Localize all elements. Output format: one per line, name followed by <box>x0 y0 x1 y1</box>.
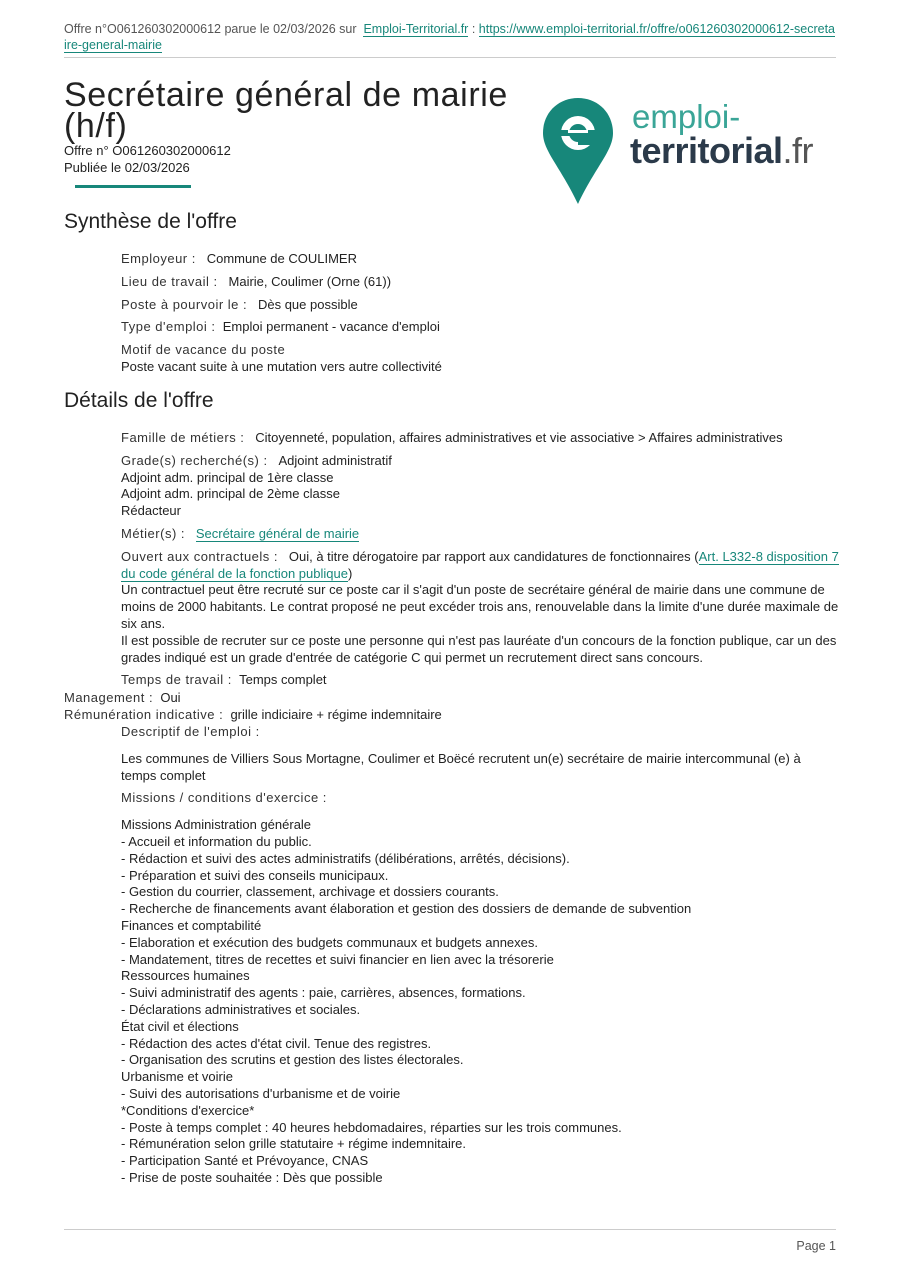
poste-label: Poste à pourvoir le : <box>121 296 248 312</box>
management-value: Oui <box>160 690 181 705</box>
employeur-label: Employeur : <box>121 251 196 266</box>
grade-item: Adjoint adm. principal de 1ère classe <box>121 469 334 485</box>
famille-label: Famille de métiers : <box>121 430 245 445</box>
offer-number: Offre n° O061260302000612 <box>64 143 231 158</box>
management-label: Management : <box>64 690 154 705</box>
mission-line: Urbanisme et voirie <box>121 1069 233 1085</box>
remuneration-label: Rémunération indicative : <box>64 706 224 722</box>
mission-line: - Recherche de financements avant élaboration et gestion des dossiers de demande de subvention <box>121 901 692 917</box>
motif-value: Poste vacant suite à une mutation vers autre collectivité <box>121 358 442 374</box>
mission-line: - Poste à temps complet : 40 heures hebdomadaires, réparties sur les trois communes. <box>121 1119 622 1135</box>
header-prefix: Offre n°O061260302000612 parue le 02/03/2026 sur <box>64 22 357 36</box>
header-separator: : <box>471 22 476 36</box>
mission-line: - Prise de poste souhaitée : Dès que possible <box>121 1169 383 1185</box>
missions-list <box>121 817 839 1187</box>
contractuels-label: Ouvert aux contractuels : <box>121 548 279 564</box>
mission-line: - Organisation des scrutins et gestion des listes électorales. <box>121 1052 464 1068</box>
type-value: Emploi permanent - vacance d'emploi <box>222 319 440 335</box>
mission-line: - Accueil et information du public. <box>121 833 312 849</box>
metier-label: Métier(s) : <box>121 525 185 541</box>
offer-url-link[interactable]: https://www.emploi-territorial.fr/offre/o061260302000612-secretaire-general-mairie <box>64 22 836 52</box>
synthese-section <box>121 251 839 382</box>
mission-line: - Gestion du courrier, classement, archivage et dossiers courants. <box>121 884 499 900</box>
grade-label: Grade(s) recherché(s) : <box>121 452 268 468</box>
contractuels-paragraph: Un contractuel peut être recruté sur ce poste car il s'agit d'un poste de secrétaire général de mairie dans une commune de moins de 2000 habitants. Le contrat proposé ne peut excéder trois ans, renouvelable dans la limite d'une durée maximale de six ans. <box>121 582 839 631</box>
mission-line: - Suivi administratif des agents : paie, carrières, absences, formations. <box>121 985 526 1001</box>
remuneration-value: grille indiciaire + régime indemnitaire <box>230 706 442 722</box>
logo-line2: territorial <box>630 130 783 171</box>
grade-item: Adjoint administratif <box>278 452 392 468</box>
motif-label: Motif de vacance du poste <box>121 342 286 358</box>
missions-label: Missions / conditions d'exercice : <box>121 790 327 806</box>
mission-line: Ressources humaines <box>121 968 250 984</box>
mission-line: - Préparation et suivi des conseils municipaux. <box>121 867 389 883</box>
published-date: Publiée le 02/03/2026 <box>64 160 190 175</box>
lieu-value: Mairie, Coulimer (Orne (61)) <box>228 273 392 289</box>
logo-line3: .fr <box>782 130 814 171</box>
grade-item: Rédacteur <box>121 503 181 519</box>
logo-line1: emploi- <box>632 98 741 135</box>
famille-value: Citoyenneté, population, affaires administratives et vie associative > Affaires administratives <box>255 430 783 445</box>
page-footer <box>64 1229 836 1255</box>
poste-value: Dès que possible <box>257 296 358 312</box>
page-title: Secrétaire général de mairie (h/f) <box>64 76 508 145</box>
details-heading: Détails de l'offre <box>64 389 214 412</box>
details-section <box>121 430 839 695</box>
offer-source-header <box>64 21 836 58</box>
lieu-label: Lieu de travail : <box>121 273 218 289</box>
mission-line: - Déclarations administratives et sociales. <box>121 1001 361 1017</box>
contractuels-paragraph: Il est possible de recruter sur ce poste une personne qui n'est pas lauréate d'un concours de la fonction publique, car un des grades indiqué est un grade d'entrée de catégorie C qui permet un recrutement direct sans concours. <box>121 632 837 665</box>
descriptif-label: Descriptif de l'emploi : <box>121 724 260 739</box>
site-link[interactable]: Emploi-Territorial.fr <box>363 22 469 36</box>
type-label: Type d'emploi : <box>121 319 216 335</box>
emploi-territorial-logo <box>540 96 830 206</box>
code-article-link[interactable]: Art. L332-8 disposition 7 du code général de la fonction publique <box>121 548 839 581</box>
mission-line: *Conditions d'exercice* <box>121 1102 255 1118</box>
contractuels-end: ) <box>347 565 353 581</box>
mission-line: - Participation Santé et Prévoyance, CNAS <box>121 1153 369 1169</box>
temps-label: Temps de travail : <box>121 672 232 688</box>
mission-line: Missions Administration générale <box>121 817 312 833</box>
description-section <box>121 724 839 1187</box>
mission-line: - Rédaction des actes d'état civil. Tenue des registres. <box>121 1035 432 1051</box>
page-number: Page 1 <box>796 1239 836 1253</box>
mission-line: - Rédaction et suivi des actes administratifs (délibérations, arrêtés, décisions). <box>121 850 570 866</box>
temps-value: Temps complet <box>239 672 327 688</box>
contractuels-value: Oui, à titre dérogatoire par rapport aux candidatures de fonctionnaires ( <box>288 548 699 564</box>
grade-item: Adjoint adm. principal de 2ème classe <box>121 486 340 502</box>
location-pin-icon <box>540 96 620 206</box>
mission-line: - Mandatement, titres de recettes et suivi financier en lien avec la trésorerie <box>121 951 554 967</box>
mission-line: - Elaboration et exécution des budgets communaux et budgets annexes. <box>121 934 538 950</box>
mission-line: - Rémunération selon grille statutaire + régime indemnitaire. <box>121 1136 467 1152</box>
synthese-heading: Synthèse de l'offre <box>64 210 237 233</box>
mission-line: Finances et comptabilité <box>121 917 262 933</box>
mission-line: - Suivi des autorisations d'urbanisme et de voirie <box>121 1085 401 1101</box>
employeur-value: Commune de COULIMER <box>206 251 357 266</box>
title-underline <box>75 185 191 188</box>
descriptif-value: Les communes de Villiers Sous Mortagne, Coulimer et Boëcé recrutent un(e) secrétaire de mairie intercommunal (e) à temps complet <box>121 750 801 783</box>
mission-line: État civil et élections <box>121 1018 239 1034</box>
metier-link[interactable]: Secrétaire général de mairie <box>195 525 360 541</box>
